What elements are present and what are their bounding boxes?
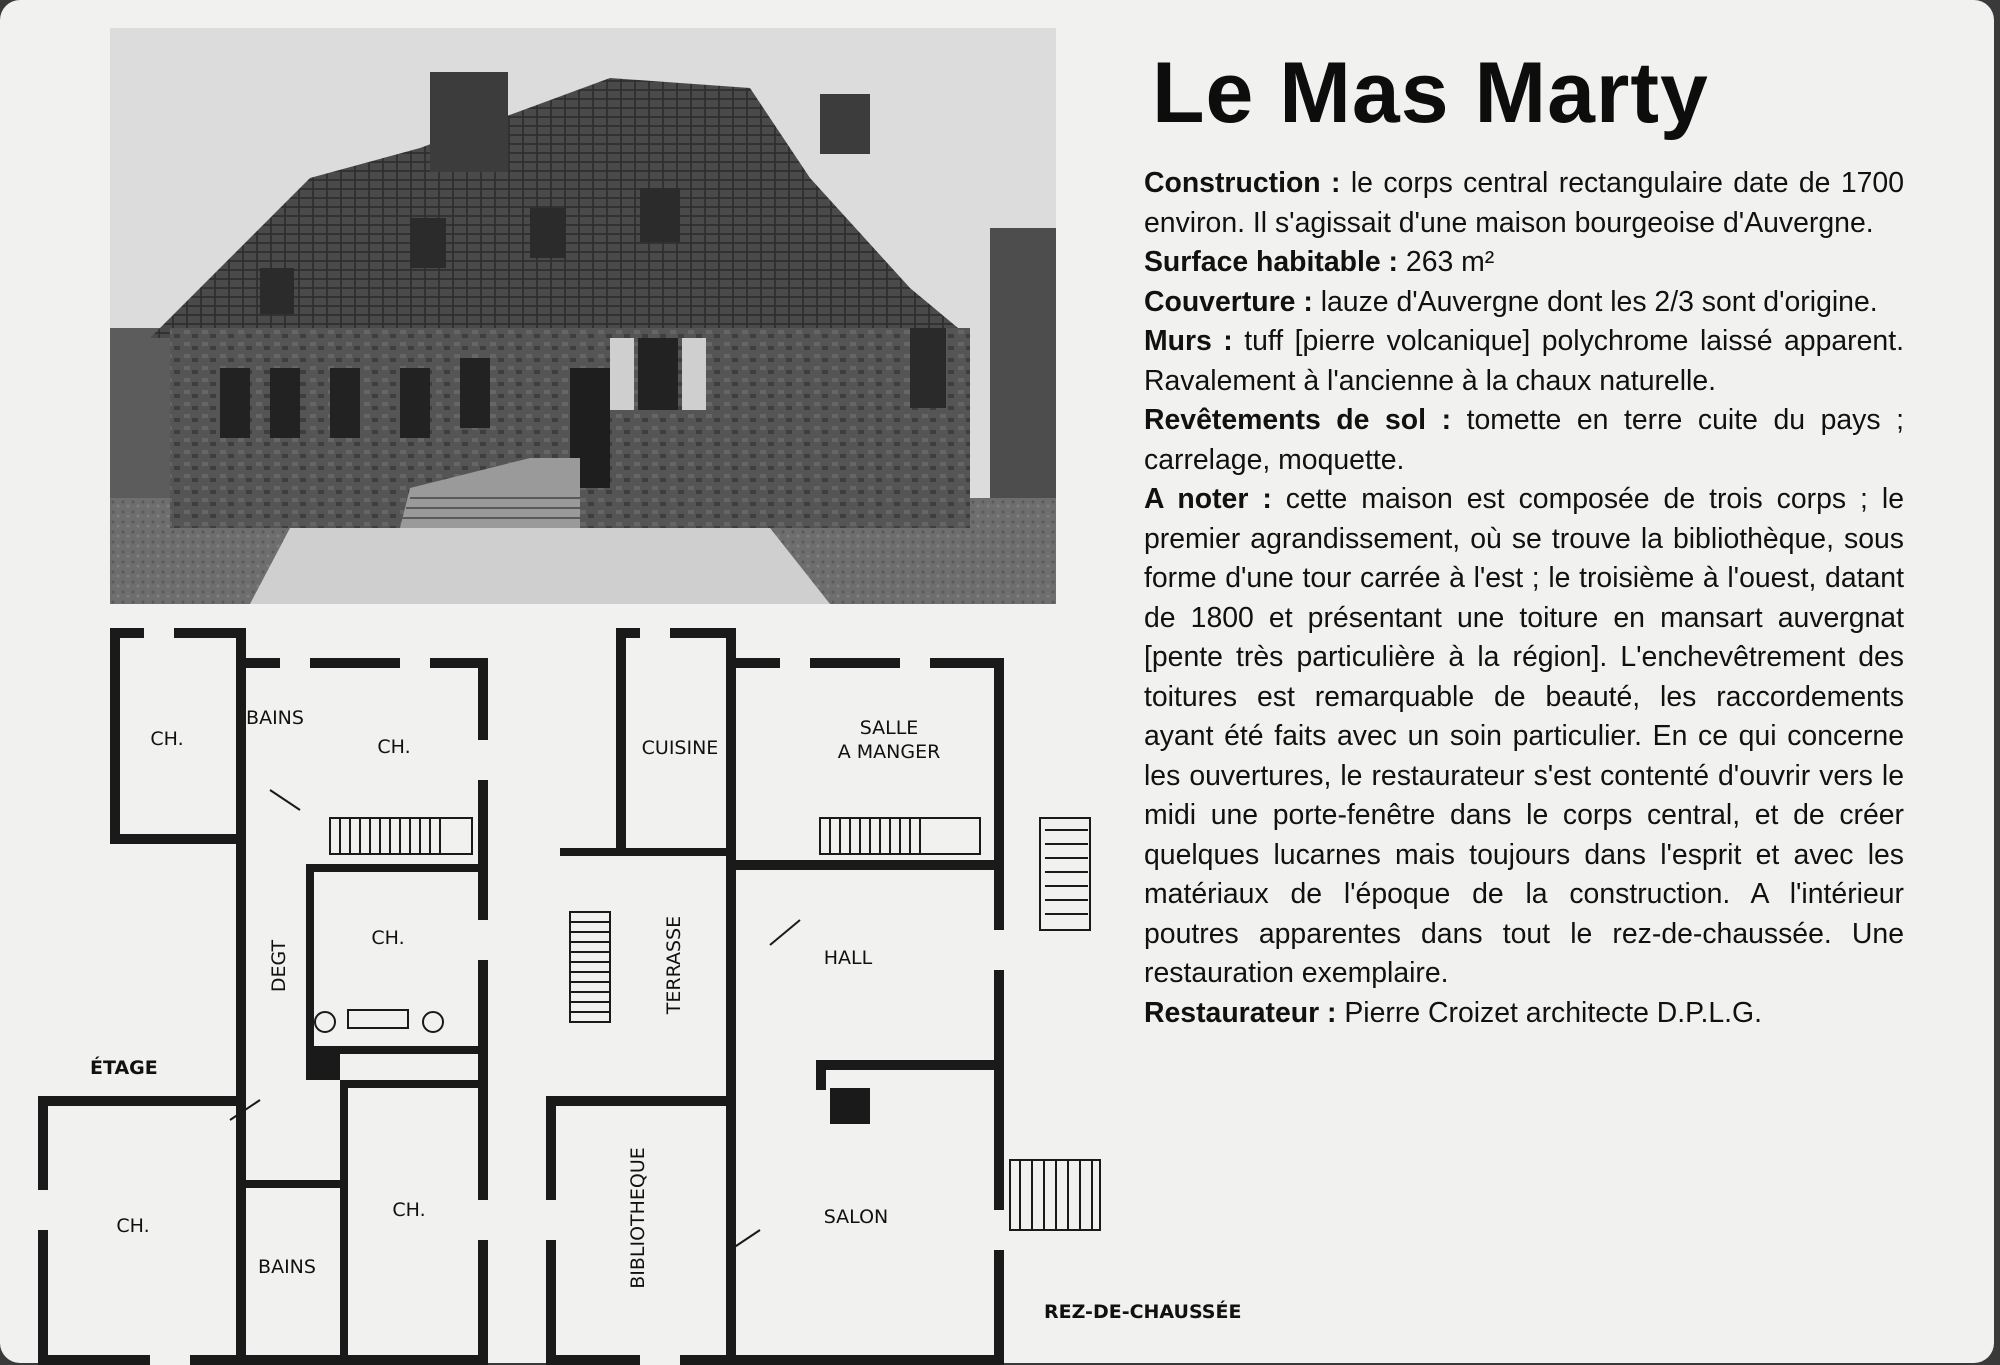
desc-surface-text: 263 m² bbox=[1405, 246, 1495, 278]
desc-murs-label: Murs : bbox=[1144, 325, 1233, 357]
desc-a-noter-text: cette maison est composée de trois corps ; le premier agrandissement, où se trouve la bibliothèque, sous forme d'une tour carrée à l'est ; le troisième à l'ouest, datant de 1800 et présentant une toiture en mansart auvergnat [pente très particulière à la région]. L'enchevêtrement des toitures est remarquable de beauté, les raccordements ayant été faits avec un soin particulier. En ce qui concerne les ouvertures, le restaurateur s'est contenté d'ouvrir vers le midi une porte-fenêtre dans le corps central, et de créer quelques lucarnes mais toujours dans l'esprit et avec les matériaux de l'époque de la construction. A l'intérieur poutres apparentes dans tout le rez-de-chaussée. Une restauration exemplaire. bbox=[1144, 483, 1905, 989]
desc-construction-text: le corps central rectangulaire date de 1700 environ. Il s'agissait d'une maison bourgeoise d'Auvergne. bbox=[1144, 167, 1905, 239]
room-etage-ch1: CH. bbox=[150, 728, 184, 750]
etage-label: ÉTAGE bbox=[90, 1057, 158, 1079]
desc-murs bbox=[1144, 322, 1904, 401]
room-etage-ch2: CH. bbox=[377, 736, 411, 758]
desc-construction-label: Construction : bbox=[1144, 167, 1341, 199]
desc-couverture-label: Couverture : bbox=[1144, 285, 1313, 318]
room-etage-ch3: CH. bbox=[371, 927, 405, 949]
desc-couverture bbox=[1144, 283, 1904, 323]
house-photo bbox=[110, 28, 1056, 604]
room-etage-degt: DEGT bbox=[268, 939, 290, 993]
room-rdc-terrasse: TERRASSE bbox=[663, 915, 685, 1015]
room-etage-ch4: CH. bbox=[116, 1215, 150, 1237]
desc-surface bbox=[1144, 243, 1904, 283]
room-rdc-salon: SALON bbox=[823, 1206, 889, 1228]
desc-restaurateur-label: Restaurateur : bbox=[1144, 996, 1337, 1029]
rdc-label: REZ-DE-CHAUSSÉE bbox=[1044, 1301, 1242, 1323]
room-rdc-salle-line1: SALLE bbox=[859, 717, 919, 739]
room-rdc-salle-line2: A MANGER bbox=[837, 741, 941, 763]
desc-a-noter bbox=[1144, 480, 1904, 994]
desc-couverture-text: lauze d'Auvergne dont les 2/3 sont d'origine. bbox=[1320, 285, 1878, 318]
property-title: Le Mas Marty bbox=[1152, 45, 1709, 141]
desc-surface-label: Surface habitable : bbox=[1144, 246, 1399, 278]
desc-sol-text: tomette en terre cuite du pays ; carrelage, moquette. bbox=[1144, 404, 1904, 476]
room-etage-bains1: BAINS bbox=[246, 707, 304, 729]
room-etage-bains2: BAINS bbox=[258, 1256, 316, 1278]
desc-sol-label: Revêtements de sol : bbox=[1144, 404, 1452, 436]
room-rdc-cuisine: CUISINE bbox=[641, 737, 719, 759]
room-rdc-bibliotheque: BIBLIOTHEQUE bbox=[627, 1147, 649, 1289]
room-etage-ch5: CH. bbox=[392, 1199, 426, 1221]
property-description bbox=[1144, 164, 1904, 1033]
desc-murs-text: tuff [pierre volcanique] polychrome laissé apparent. Ravalement à l'ancienne à la chaux naturelle. bbox=[1144, 325, 1904, 397]
desc-construction bbox=[1144, 164, 1904, 243]
room-rdc-hall: HALL bbox=[823, 947, 873, 969]
desc-a-noter-label: A noter : bbox=[1144, 483, 1272, 515]
desc-restaurateur-text: Pierre Croizet architecte D.P.L.G. bbox=[1344, 996, 1762, 1029]
desc-restaurateur bbox=[1144, 994, 1904, 1034]
desc-sol bbox=[1144, 401, 1904, 480]
